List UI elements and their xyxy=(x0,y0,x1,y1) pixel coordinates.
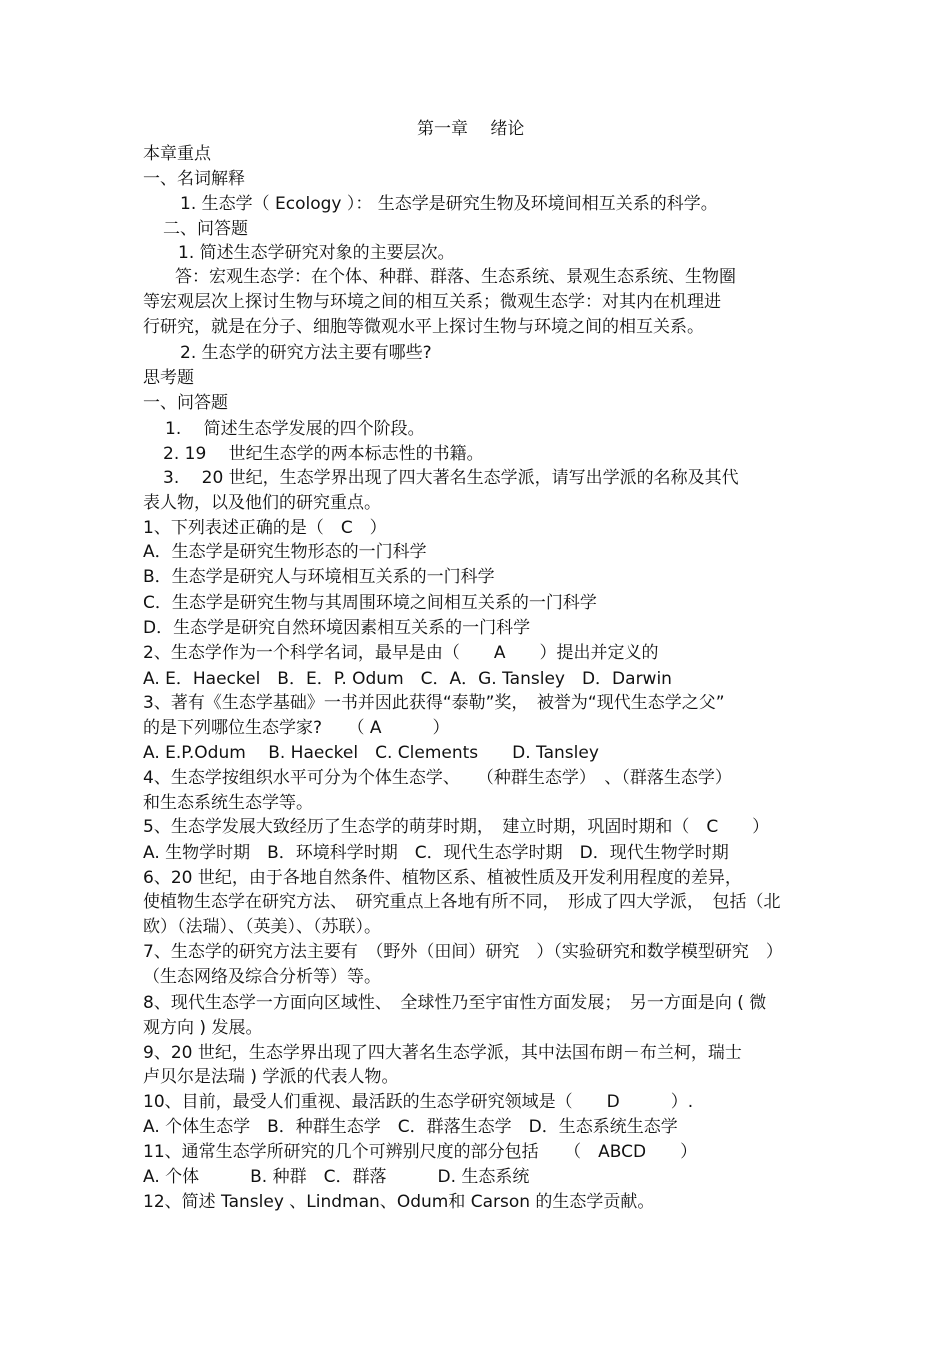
text-line: A. 生物学时期 B．环境科学时期 C．现代生态学时期 D．现代生物学时期 xyxy=(143,843,729,863)
text-line: 11、通常生态学所研究的几个可辨别尺度的部分包括 （ ABCD ） xyxy=(143,1142,698,1162)
text-line: 二、问答题 xyxy=(163,219,248,239)
text-line: 8、现代生态学一方面向区域性、 全球性乃至宇宙性方面发展； 另一方面是向 ( 微 xyxy=(143,993,767,1013)
text-line: 一、问答题 xyxy=(143,393,228,413)
text-line: 等宏观层次上探讨生物与环境之间的相互关系；微观生态学：对其内在机理进 xyxy=(143,292,721,312)
text-line: 表人物，以及他们的研究重点。 xyxy=(143,493,381,513)
text-line: 12、简述 Tansley 、Lindman、Odum和 Carson 的生态学贡献。 xyxy=(143,1192,655,1212)
text-line: 1. 生态学（ Ecology ）： 生态学是研究生物及环境间相互关系的科学。 xyxy=(180,194,718,214)
text-line: 和生态系统生态学等。 xyxy=(143,793,313,813)
text-line: 2. 生态学的研究方法主要有哪些? xyxy=(180,343,432,363)
text-line: 欧）（法瑞）、（英美）、（苏联）。 xyxy=(143,917,381,937)
text-line: 4、生态学按组织水平可分为个体生态学、 （种群生态学） 、（群落生态学） xyxy=(143,768,732,788)
text-line: D．生态学是研究自然环境因素相互关系的一门科学 xyxy=(143,618,531,638)
text-line: 1. 简述生态学研究对象的主要层次。 xyxy=(178,243,455,263)
text-line: 2. 19 世纪生态学的两本标志性的书籍。 xyxy=(163,444,484,464)
text-line: 10、目前，最受人们重视、最活跃的生态学研究领域是（ D ）. xyxy=(143,1092,694,1112)
text-line: 本章重点 xyxy=(143,144,211,164)
text-line: A. 个体 B. 种群 C．群落 D. 生态系统 xyxy=(143,1167,530,1187)
text-line: 2、生态学作为一个科学名词，最早是由（ A ）提出并定义的 xyxy=(143,643,659,663)
text-line: 3. 20 世纪，生态学界出现了四大著名生态学派，请写出学派的名称及其代 xyxy=(163,468,739,488)
text-line: A. E．Haeckel B．E．P. Odum C．A．G. Tansley D．Darwin xyxy=(143,669,672,689)
text-line: B．生态学是研究人与环境相互关系的一门科学 xyxy=(143,567,495,587)
text-line: 行研究，就是在分子、细胞等微观水平上探讨生物与环境之间的相互关系。 xyxy=(143,317,704,337)
text-line: 卢贝尔是法瑞 ) 学派的代表人物。 xyxy=(143,1067,399,1087)
text-line: C．生态学是研究生物与其周围环境之间相互关系的一门科学 xyxy=(143,593,597,613)
text-line: 一、名词解释 xyxy=(143,169,245,189)
text-line: 5、生态学发展大致经历了生态学的萌芽时期， 建立时期，巩固时期和（ C ） xyxy=(143,817,770,837)
text-line: 使植物生态学在研究方法、 研究重点上各地有所不同， 形成了四大学派， 包括（北 xyxy=(143,892,781,912)
text-line: 1、下列表述正确的是（ C ） xyxy=(143,518,387,538)
text-line: 9、20 世纪，生态学界出现了四大著名生态学派，其中法国布朗－布兰柯，瑞士 xyxy=(143,1043,742,1063)
text-line: 答：宏观生态学：在个体、种群、群落、生态系统、景观生态系统、生物圈 xyxy=(175,267,736,287)
text-line: A．生态学是研究生物形态的一门科学 xyxy=(143,542,427,562)
chapter-title: 第一章 绪论 xyxy=(417,119,525,139)
text-line: 1. 简述生态学发展的四个阶段。 xyxy=(165,419,425,439)
text-line: 思考题 xyxy=(143,368,194,388)
text-line: 3、著有《生态学基础》一书并因此获得“泰勒”奖， 被誉为“现代生态学之父” xyxy=(143,693,725,713)
text-line: A. E.P.Odum B. Haeckel C. Clements D. Tansley xyxy=(143,743,599,763)
text-line: 7、生态学的研究方法主要有 （野外（田间）研究 ）（实验研究和数学模型研究 ） xyxy=(143,942,783,962)
text-line: 的是下列哪位生态学家? （ A ） xyxy=(143,718,450,738)
text-line: 6、20 世纪，由于各地自然条件、植物区系、植被性质及开发利用程度的差异， xyxy=(143,868,742,888)
text-line: （生态网络及综合分析等）等。 xyxy=(143,967,381,987)
text-line: 观方向 ) 发展。 xyxy=(143,1018,263,1038)
text-line: A. 个体生态学 B．种群生态学 C．群落生态学 D．生态系统生态学 xyxy=(143,1117,678,1137)
